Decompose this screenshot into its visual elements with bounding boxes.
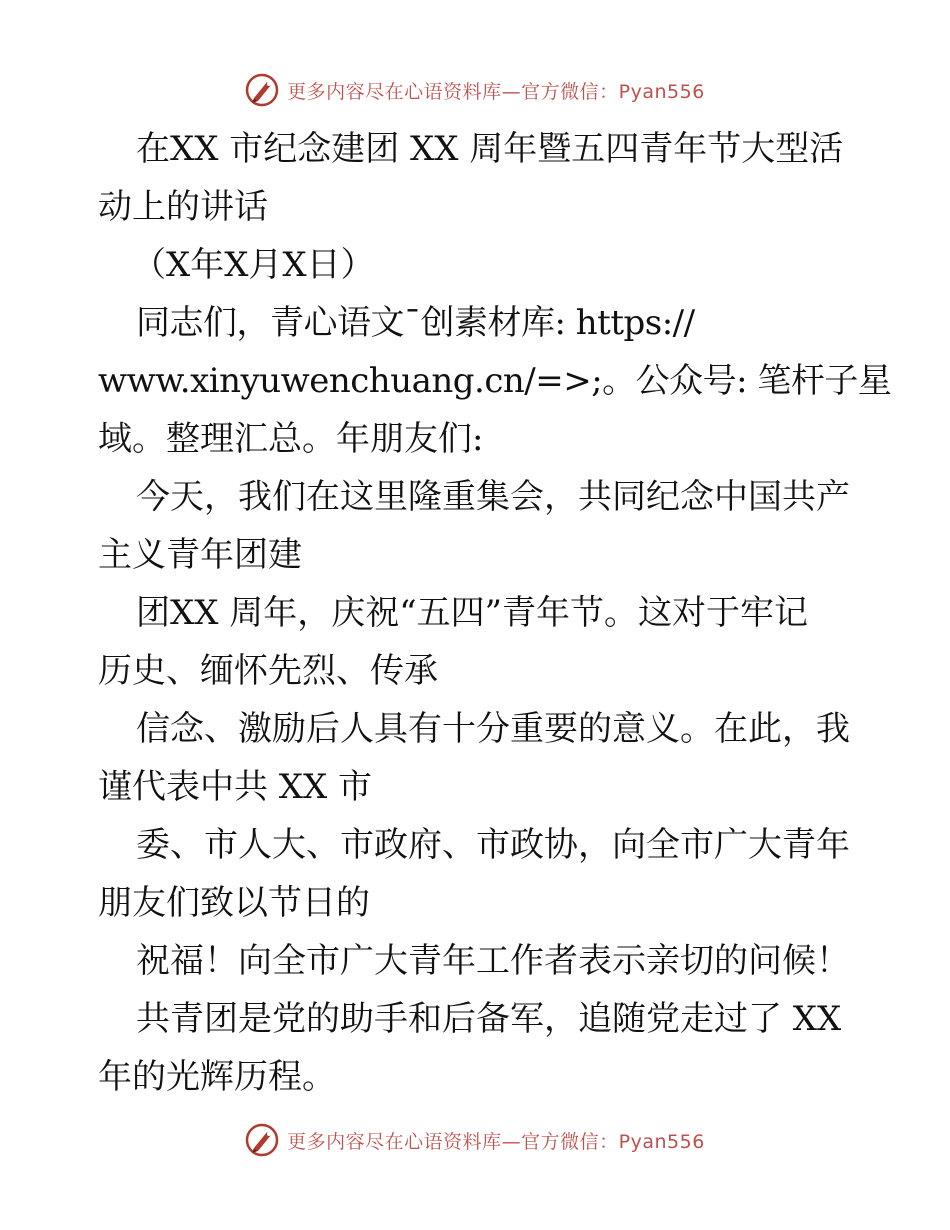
paragraph-line: 今天，我们在这里隆重集会，共同纪念中国共产	[136, 477, 850, 517]
pen-logo-icon	[245, 1123, 279, 1157]
paragraph-line: 朋友们致以节日的	[98, 883, 370, 923]
title-line-1: 在XX 市纪念建团 XX 周年暨五四青年节大型活	[136, 129, 844, 169]
document-body	[98, 120, 892, 1106]
footer-watermark-banner	[0, 1120, 950, 1160]
paragraph-line: 主义青年团建	[98, 535, 302, 575]
paragraph-line: 同志们，青心语文¯创素材库: https://	[136, 303, 695, 343]
header-watermark-banner	[0, 70, 950, 110]
paragraph-line: 祝福！向全市广大青年工作者表示亲切的问候！	[136, 941, 850, 981]
paragraph-line: 谨代表中共 XX 市	[98, 767, 373, 807]
pen-logo-icon	[245, 73, 279, 107]
date-line: （X年X月X日）	[132, 245, 375, 285]
title-line-2: 动上的讲话	[98, 187, 268, 227]
header-banner-text: 更多内容尽在心语资料库—官方微信：Pyan556	[287, 80, 705, 103]
paragraph-line: 共青团是党的助手和后备军，追随党走过了 XX	[136, 999, 842, 1039]
paragraph-line: 域。整理汇总。年朋友们:	[98, 419, 484, 459]
paragraph-line: 年的光辉历程。	[98, 1057, 336, 1097]
paragraph-line: www.xinyuwenchuang.cn/=>;。公众号: 笔杆子星	[98, 361, 892, 401]
paragraph-line: 委、市人大、市政府、市政协，向全市广大青年	[136, 825, 850, 865]
footer-banner-text: 更多内容尽在心语资料库—官方微信：Pyan556	[287, 1130, 705, 1153]
paragraph-line: 团XX 周年，庆祝“五四”青年节。这对于牢记	[136, 593, 808, 633]
paragraph-line: 历史、缅怀先烈、传承	[98, 651, 438, 691]
paragraph-line: 信念、激励后人具有十分重要的意义。在此，我	[136, 709, 850, 749]
